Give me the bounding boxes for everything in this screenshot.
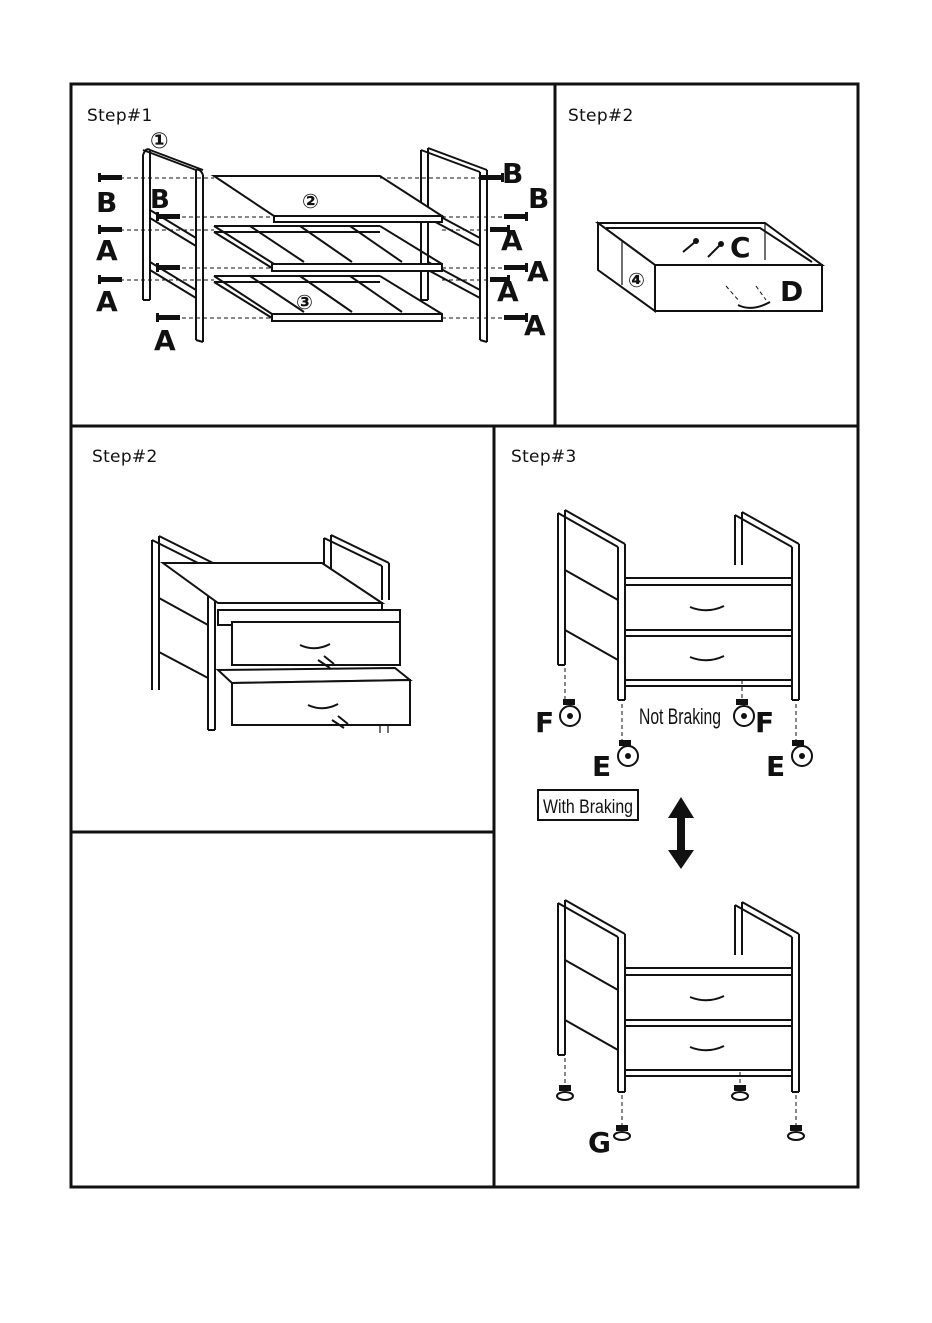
glide-icon xyxy=(614,1125,630,1140)
top-shelf xyxy=(214,176,442,222)
step3-casters-diagram xyxy=(535,510,812,1159)
label-a-right-2: A xyxy=(527,255,549,288)
screw-icon xyxy=(504,212,528,221)
glide-icon xyxy=(788,1125,804,1140)
double-arrow-icon xyxy=(668,797,694,869)
step1-title: Step#1 xyxy=(87,106,153,126)
label-g: G xyxy=(588,1126,611,1159)
caster-icon xyxy=(734,699,754,726)
step2-drawer-diagram xyxy=(598,223,822,311)
screw-icon xyxy=(156,313,180,322)
screw-icon xyxy=(480,173,504,182)
right-side-frame xyxy=(421,148,487,342)
step3-title: Step#3 xyxy=(511,447,577,467)
label-b-left-outer: B xyxy=(96,186,118,219)
caster-icon xyxy=(560,699,580,726)
step2-title: Step#2 xyxy=(568,106,634,126)
label-f-left: F xyxy=(535,706,555,739)
label-e-right: E xyxy=(766,750,786,783)
caster-icon xyxy=(792,740,812,766)
label-a-left-3: A xyxy=(154,324,176,357)
screw-icon xyxy=(98,225,122,234)
label-a-right-1: A xyxy=(501,224,523,257)
label-c: C xyxy=(730,231,751,264)
screw-icon xyxy=(156,263,180,272)
label-a-right-3: A xyxy=(497,275,519,308)
with-braking-label: With Braking xyxy=(543,797,633,818)
label-b-right-inner: B xyxy=(528,182,550,215)
bottom-slat-shelf xyxy=(214,276,442,321)
screw-icon xyxy=(504,263,528,272)
label-f-right: F xyxy=(755,706,775,739)
label-d: D xyxy=(780,275,804,308)
step2-insert-drawers-diagram xyxy=(152,535,410,733)
middle-slat-shelf xyxy=(214,226,442,271)
label-a-left-2: A xyxy=(96,285,118,318)
caster-icon xyxy=(618,740,638,766)
part-number-4: ④ xyxy=(628,268,645,292)
label-a-right-4: A xyxy=(524,309,546,342)
part-number-3: ③ xyxy=(296,290,313,314)
label-b-right-outer: B xyxy=(502,157,524,190)
step2b-title: Step#2 xyxy=(92,447,158,467)
part-number-2: ② xyxy=(302,189,319,213)
screw-icon xyxy=(98,275,122,284)
label-e-left: E xyxy=(592,750,612,783)
glide-icon xyxy=(732,1085,748,1100)
screw-icon xyxy=(98,173,122,182)
not-braking-label: Not Braking xyxy=(639,704,721,729)
step1-diagram xyxy=(96,129,549,357)
glide-icon xyxy=(557,1085,573,1100)
label-a-left-1: A xyxy=(96,234,118,267)
part-number-1: ① xyxy=(150,129,169,154)
label-b-left-inner: B xyxy=(150,185,170,215)
